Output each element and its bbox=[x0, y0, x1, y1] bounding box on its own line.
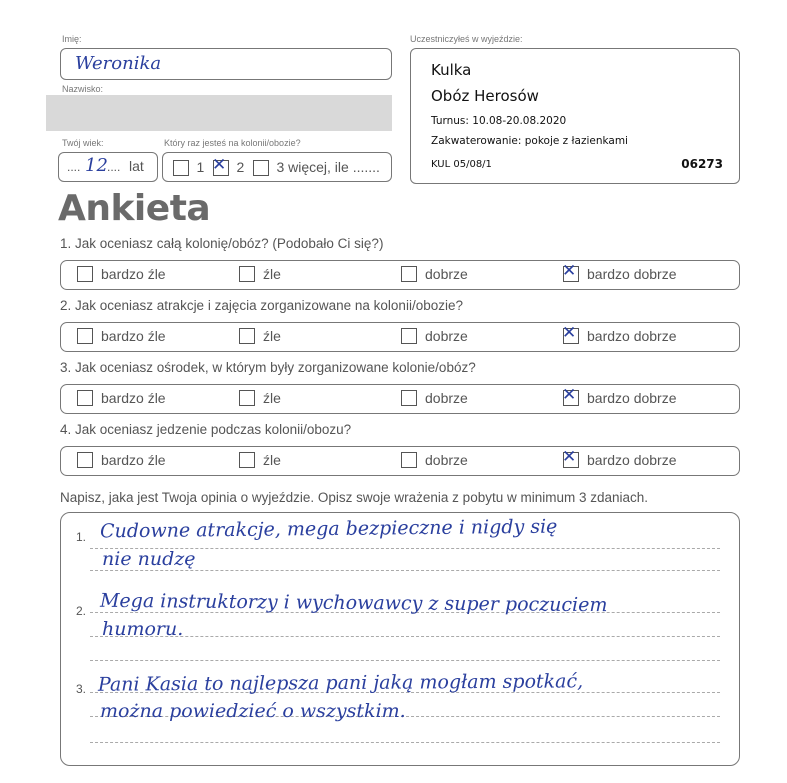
option-label: bardzo dobrze bbox=[587, 328, 677, 344]
answer-1-line-2: nie nudzę bbox=[102, 548, 196, 570]
imie-label: Imię: bbox=[62, 34, 82, 44]
checkbox-checked[interactable] bbox=[562, 322, 579, 344]
checkbox[interactable] bbox=[77, 266, 93, 282]
option-3[interactable] bbox=[401, 328, 468, 344]
page-title: Ankieta bbox=[58, 188, 211, 229]
ktory-raz-option-1[interactable]: 1 bbox=[173, 159, 204, 177]
nazwisko-redacted bbox=[46, 95, 392, 131]
checkbox[interactable] bbox=[253, 160, 269, 176]
option-3[interactable] bbox=[401, 390, 468, 406]
ktory-raz-option-2[interactable]: ✕ 2 bbox=[212, 154, 245, 175]
checkbox-checked[interactable] bbox=[562, 384, 579, 406]
question-1-text: 1. Jak oceniasz całą kolonię/obóz? (Podobało Ci się?) bbox=[60, 236, 384, 251]
opinion-prompt: Napisz, jaka jest Twoja opinia o wyjeździe. Opisz swoje wrażenia z pobytu w minimum 3 zdaniach. bbox=[60, 490, 649, 505]
answer-1-line-1: Cudowne atrakcje, mega bezpieczne i nigdy się bbox=[99, 515, 558, 543]
trip-code: KUL 05/08/1 bbox=[431, 159, 492, 170]
option-label: źle bbox=[263, 266, 281, 282]
checkbox[interactable] bbox=[401, 266, 417, 282]
ktory-raz-option-3[interactable]: 3 więcej, ile ....... bbox=[253, 159, 380, 177]
trip-zakwaterowanie: Zakwaterowanie: pokoje z łazienkami bbox=[431, 135, 628, 147]
option-label: bardzo źle bbox=[101, 328, 166, 344]
answer-number: 1. bbox=[76, 530, 87, 544]
uczestnictwo-label: Uczestniczyłeś w wyjeździe: bbox=[410, 34, 523, 44]
answer-2-line-2: humoru. bbox=[102, 618, 184, 640]
trip-turnus: Turnus: 10.08-20.08.2020 bbox=[431, 115, 567, 127]
option-label: bardzo dobrze bbox=[587, 266, 677, 282]
imie-value: Weronika bbox=[75, 53, 162, 74]
option-label: dobrze bbox=[425, 266, 468, 282]
imie-field[interactable] bbox=[60, 48, 392, 80]
trip-info-box bbox=[410, 48, 740, 184]
checkbox[interactable] bbox=[401, 328, 417, 344]
checkbox-checked[interactable] bbox=[562, 260, 579, 282]
option-3[interactable] bbox=[401, 266, 468, 282]
question-1-options bbox=[60, 260, 740, 290]
option-2[interactable] bbox=[239, 266, 281, 282]
option-label: źle bbox=[263, 452, 281, 468]
question-4-options bbox=[60, 446, 740, 476]
wiek-label: Twój wiek: bbox=[62, 138, 104, 148]
question-2-options bbox=[60, 322, 740, 352]
checkbox-checked[interactable] bbox=[562, 446, 579, 468]
option-2[interactable] bbox=[239, 452, 281, 468]
answer-2-line-1: Mega instruktorzy i wychowawcy z super poczuciem bbox=[99, 589, 608, 617]
question-3-options bbox=[60, 384, 740, 414]
option-1[interactable] bbox=[77, 266, 166, 282]
nazwisko-label: Nazwisko: bbox=[62, 84, 104, 94]
checkbox[interactable] bbox=[77, 452, 93, 468]
answer-3-line-1: Pani Kasia to najlepsza pani jaką mogłam spotkać, bbox=[97, 670, 584, 696]
option-4[interactable] bbox=[562, 322, 677, 344]
checkbox[interactable] bbox=[77, 390, 93, 406]
ktory-raz-label: Który raz jesteś na kolonii/obozie? bbox=[164, 138, 301, 148]
answer-number: 2. bbox=[76, 604, 87, 618]
checkbox[interactable] bbox=[77, 328, 93, 344]
checkbox[interactable] bbox=[401, 452, 417, 468]
check-mark-icon: ✕ bbox=[562, 260, 577, 281]
checkbox[interactable] bbox=[401, 390, 417, 406]
answer-line bbox=[90, 660, 720, 661]
answer-line bbox=[90, 742, 720, 743]
wiek-field[interactable]: .... 12 .... lat bbox=[58, 152, 158, 182]
question-4-text: 4. Jak oceniasz jedzenie podczas kolonii/obozu? bbox=[60, 422, 352, 437]
checkbox[interactable] bbox=[239, 452, 255, 468]
option-label: bardzo źle bbox=[101, 266, 166, 282]
answer-line bbox=[90, 636, 720, 637]
checkbox[interactable] bbox=[239, 390, 255, 406]
wiek-unit: lat bbox=[129, 158, 144, 174]
checkbox-checked[interactable]: ✕ bbox=[213, 160, 229, 176]
option-label: bardzo źle bbox=[101, 390, 166, 406]
trip-camp: Obóz Herosów bbox=[431, 87, 539, 105]
question-2-text: 2. Jak oceniasz atrakcje i zajęcia zorganizowane na kolonii/obozie? bbox=[60, 298, 463, 313]
option-3[interactable] bbox=[401, 452, 468, 468]
check-mark-icon: ✕ bbox=[562, 446, 577, 467]
option-4[interactable] bbox=[562, 446, 677, 468]
question-3-text: 3. Jak oceniasz ośrodek, w którym były zorganizowane kolonie/obóz? bbox=[60, 360, 476, 375]
option-1[interactable] bbox=[77, 390, 166, 406]
option-label: dobrze bbox=[425, 328, 468, 344]
checkbox[interactable] bbox=[239, 328, 255, 344]
check-mark-icon: ✕ bbox=[562, 384, 577, 405]
trip-name: Kulka bbox=[431, 61, 472, 79]
option-label: dobrze bbox=[425, 390, 468, 406]
trip-number: 06273 bbox=[681, 157, 723, 171]
option-label: dobrze bbox=[425, 452, 468, 468]
checkbox[interactable] bbox=[173, 160, 189, 176]
option-2[interactable] bbox=[239, 390, 281, 406]
answer-line bbox=[90, 570, 720, 571]
option-label: źle bbox=[263, 390, 281, 406]
option-label: bardzo dobrze bbox=[587, 390, 677, 406]
option-label: bardzo dobrze bbox=[587, 452, 677, 468]
checkbox[interactable] bbox=[239, 266, 255, 282]
option-4[interactable] bbox=[562, 260, 677, 282]
wiek-value: 12 bbox=[85, 155, 108, 176]
answer-number: 3. bbox=[76, 682, 87, 696]
option-1[interactable] bbox=[77, 328, 166, 344]
answer-3-line-2: można powiedzieć o wszystkim. bbox=[100, 700, 406, 722]
check-mark-icon: ✕ bbox=[562, 322, 577, 343]
option-4[interactable] bbox=[562, 384, 677, 406]
option-label: bardzo źle bbox=[101, 452, 166, 468]
option-label: źle bbox=[263, 328, 281, 344]
option-2[interactable] bbox=[239, 328, 281, 344]
ktory-raz-field[interactable] bbox=[162, 152, 392, 182]
option-1[interactable] bbox=[77, 452, 166, 468]
